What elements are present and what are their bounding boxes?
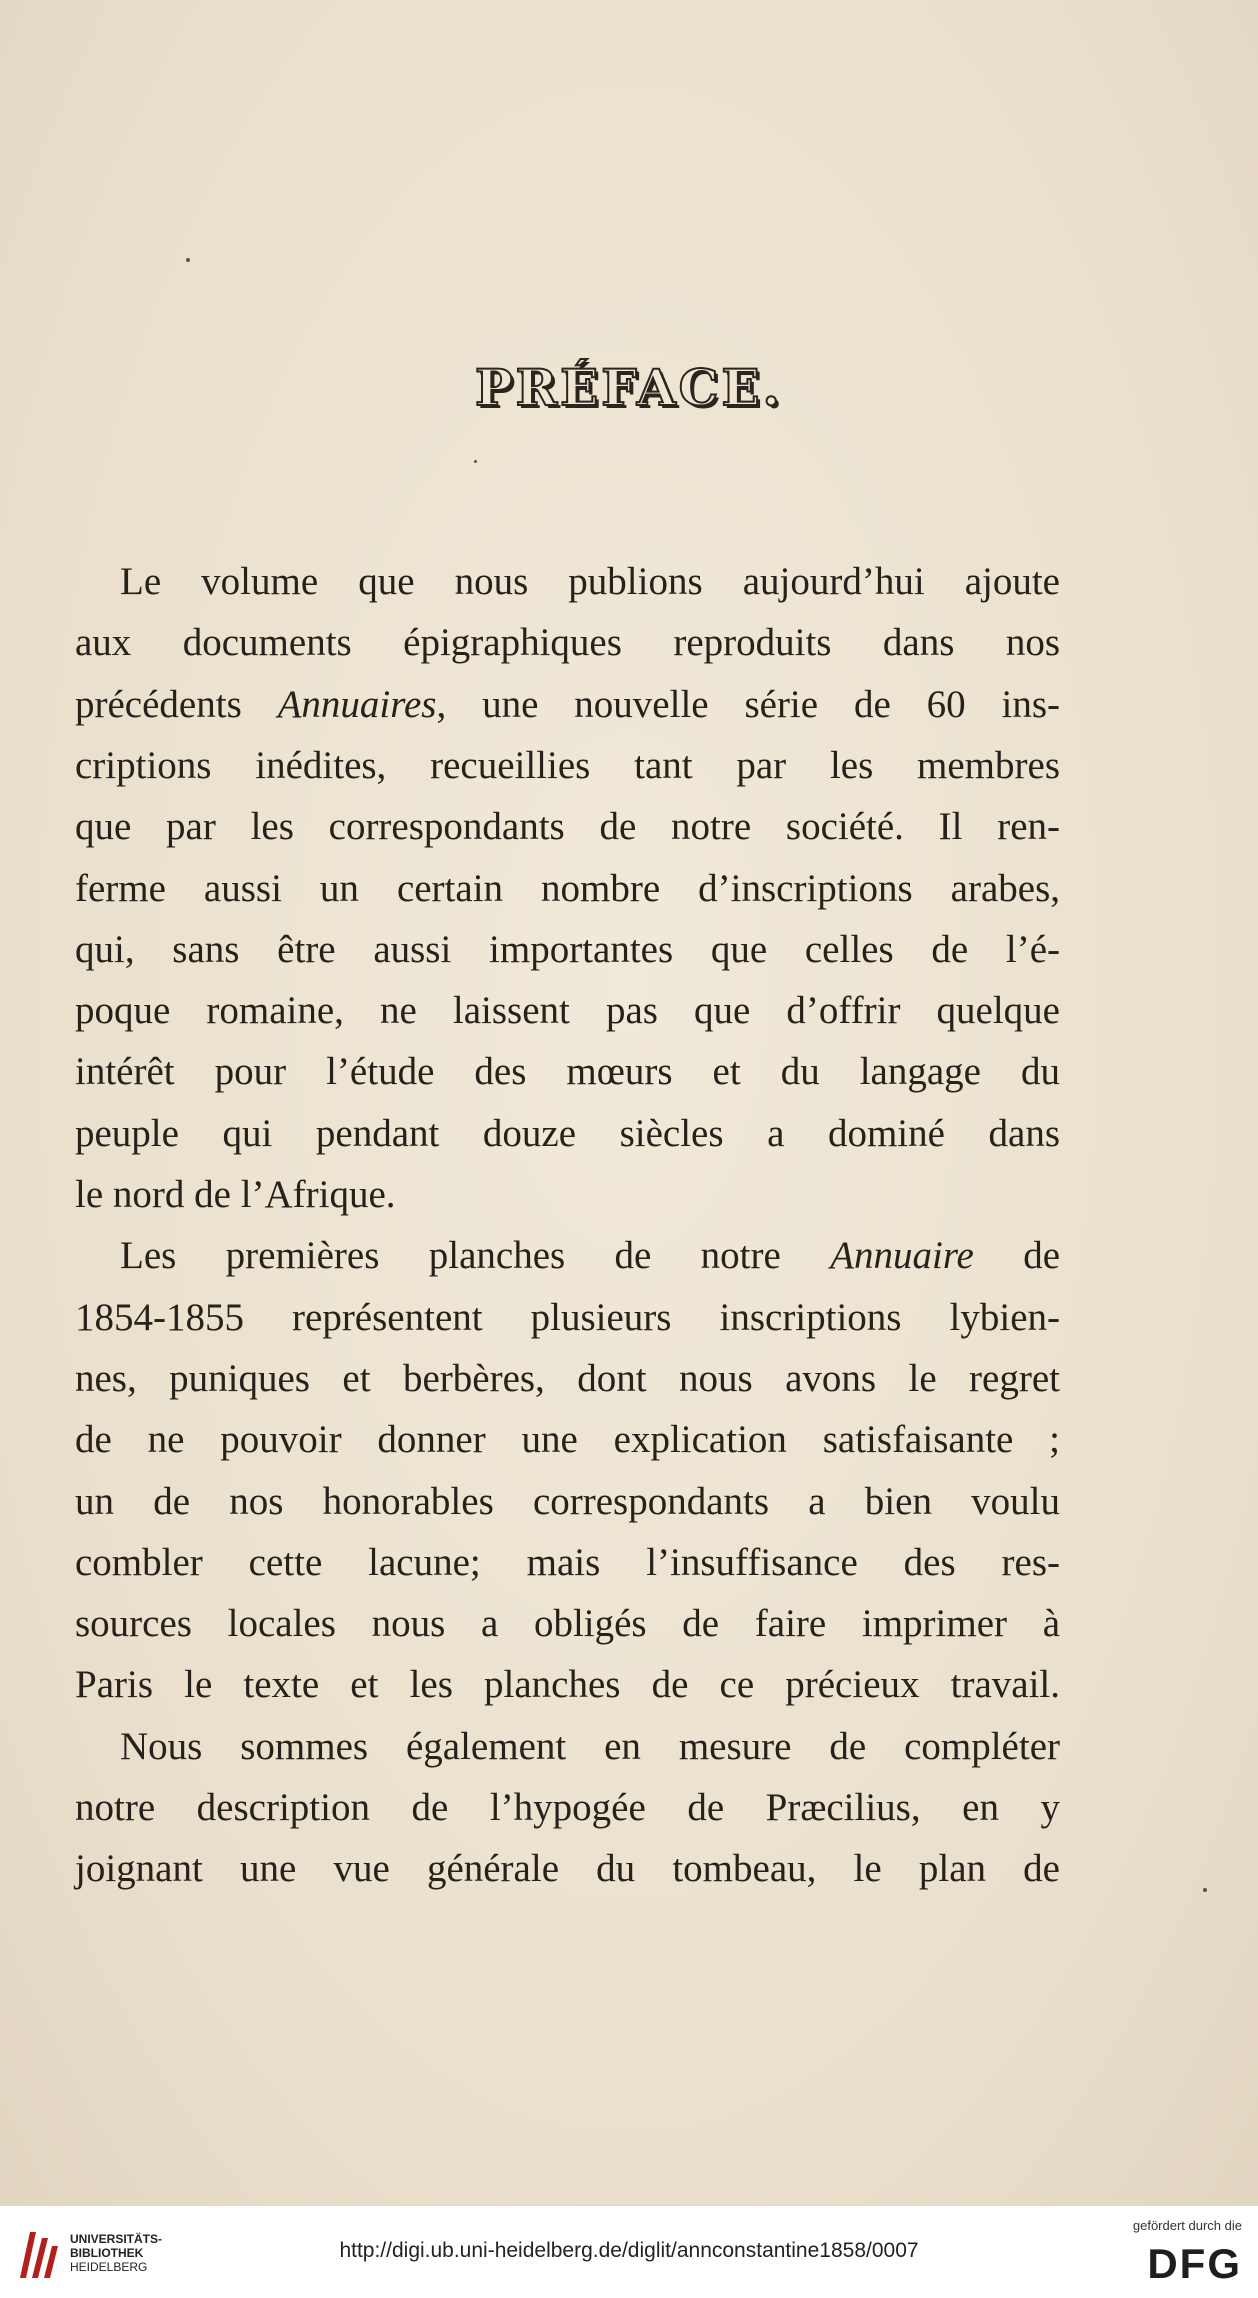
text-line	[75, 1164, 1060, 1226]
page-title: PRÉFACE.	[475, 358, 783, 417]
text-line	[75, 612, 1060, 674]
text-line	[75, 980, 1060, 1042]
text-segment: Le volume que nous publions aujourd’hui ajoute	[120, 560, 1060, 603]
speck-dot	[474, 460, 477, 463]
text-line	[120, 1716, 1060, 1778]
text-line	[75, 858, 1060, 920]
text-line	[75, 1471, 1060, 1533]
text-line	[75, 1593, 1060, 1655]
text-segment: peuple qui pendant douze siècles a dominé dans	[75, 1111, 1060, 1155]
text-segment: ferme aussi un certain nombre d’inscriptions arabes,	[75, 866, 1060, 910]
text-line	[75, 674, 1060, 736]
text-line	[75, 1348, 1060, 1410]
text-line	[120, 551, 1060, 613]
text-segment: sources locales nous a obligés de faire imprimer à	[75, 1602, 1060, 1646]
text-segment: , une nouvelle série de 60 ins-	[436, 682, 1060, 726]
speck-dot	[1203, 1888, 1207, 1892]
text-line	[75, 1103, 1060, 1165]
text-segment: combler cette lacune; mais l’insuffisance des res-	[75, 1540, 1060, 1584]
library-name-line: BIBLIOTHEK	[70, 2246, 144, 2260]
text-segment: précédents	[75, 682, 278, 726]
text-segment: le nord de l’Afrique.	[75, 1173, 396, 1216]
text-line	[75, 1838, 1060, 1900]
text-segment: aux documents épigraphiques reproduits dans nos	[75, 621, 1060, 665]
text-segment: joignant une vue générale du tombeau, le plan de	[75, 1847, 1060, 1891]
text-line	[75, 1409, 1060, 1471]
text-segment: Les premières planches de notre	[120, 1234, 831, 1278]
text-segment: un de nos honorables correspondants a bien voulu	[75, 1479, 1060, 1523]
text-segment: que par les correspondants de notre société. Il ren-	[75, 805, 1060, 849]
italic-title: Annuaire	[830, 1234, 974, 1278]
dfg-logo: DFG	[1147, 2240, 1242, 2287]
library-name-line: HEIDELBERG	[70, 2260, 148, 2274]
text-line	[75, 1654, 1060, 1716]
text-segment: de ne pouvoir donner une explication satisfaisante ;	[75, 1418, 1060, 1462]
footer-bar	[0, 2205, 1258, 2298]
text-line	[75, 919, 1060, 981]
text-line	[75, 1532, 1060, 1594]
text-line	[75, 796, 1060, 858]
text-segment: 1854-1855 représentent plusieurs inscriptions lybien-	[75, 1295, 1060, 1339]
text-segment: Nous sommes également en mesure de compléter	[120, 1724, 1060, 1768]
text-line	[75, 1777, 1060, 1839]
italic-title: Annuaires	[277, 682, 437, 726]
speck-dot	[186, 258, 190, 262]
text-line	[75, 1041, 1060, 1103]
funded-by-label: gefördert durch die	[1132, 2218, 1242, 2233]
text-segment: nes, puniques et berbères, dont nous avons le regret	[75, 1356, 1060, 1400]
text-line	[75, 1287, 1060, 1349]
text-segment: Paris le texte et les planches de ce précieux travail.	[75, 1663, 1060, 1707]
text-segment: de	[973, 1234, 1061, 1278]
text-segment: criptions inédites, recueillies tant par les membres	[75, 743, 1060, 787]
text-segment: notre description de l’hypogée de Præcilius, en y	[75, 1786, 1060, 1829]
text-segment: qui, sans être aussi importantes que celles de l’é-	[75, 927, 1060, 971]
permalink-url[interactable]: http://digi.ub.uni-heidelberg.de/diglit/annconstantine1858/0007	[339, 2239, 919, 2262]
library-name-line: UNIVERSITÄTS-	[70, 2232, 163, 2246]
text-line	[120, 1225, 1060, 1287]
text-line	[75, 735, 1060, 797]
text-segment: intérêt pour l’étude des mœurs et du langage du	[75, 1050, 1060, 1094]
text-segment: poque romaine, ne laissent pas que d’offrir quelque	[75, 989, 1060, 1033]
